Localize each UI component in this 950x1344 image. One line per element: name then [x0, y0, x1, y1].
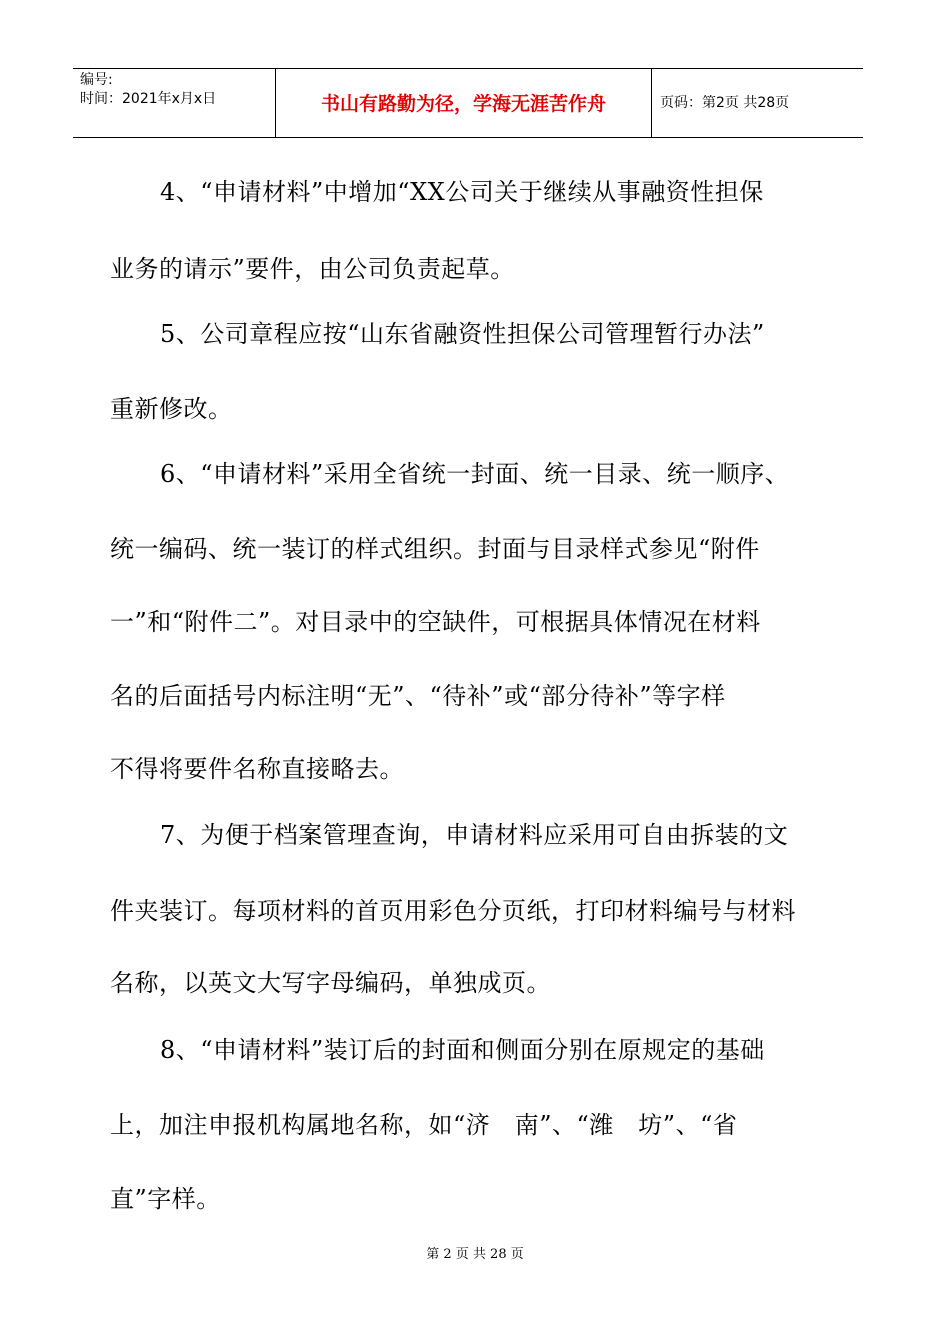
page-footer: 第 2 页 共 28 页 — [426, 1247, 524, 1262]
header-motto: 书山有路勤为径，学海无涯苦作舟 — [320, 93, 606, 115]
time-label: 时间：2021年x月x日 — [80, 91, 217, 107]
paragraph-5-line-2: 重新修改。 — [110, 395, 233, 423]
paragraph-4-line-2: 业务的请示”要件，由公司负责起草。 — [110, 255, 515, 283]
paragraph-7-line-2: 件夹装订。每项材料的首页用彩色分页纸，打印材料编号与材料 — [110, 897, 796, 925]
paragraph-7-line-3: 名称，以英文大写字母编码，单独成页。 — [110, 969, 551, 997]
paragraph-6-line-2: 统一编码、统一装订的样式组织。封面与目录样式参见“附件 — [110, 535, 760, 563]
paragraph-6-line-1: 6、“申请材料”采用全省统一封面、统一目录、统一顺序、 — [160, 460, 790, 488]
paragraph-6-line-5: 不得将要件名称直接略去。 — [110, 755, 404, 783]
paragraph-8-line-3: 直”字样。 — [110, 1185, 221, 1213]
paragraph-6-line-3: 一”和“附件二”。对目录中的空缺件，可根据具体情况在材料 — [110, 608, 761, 636]
paragraph-8-line-1: 8、“申请材料”装订后的封面和侧面分别在原规定的基础 — [160, 1036, 765, 1064]
paragraph-5-line-1: 5、公司章程应按“山东省融资性担保公司管理暂行办法” — [160, 320, 765, 348]
paragraph-7-line-1: 7、为便于档案管理查询，申请材料应采用可自由拆装的文 — [160, 821, 789, 849]
paragraph-4-line-1: 4、“申请材料”中增加“XX公司关于继续从事融资性担保 — [160, 178, 764, 206]
paragraph-8-line-2: 上，加注申报机构属地名称，如“济 南”、“潍 坊”、“省 — [110, 1111, 738, 1139]
paragraph-6-line-4: 名的后面括号内标注明“无”、“待补”或“部分待补”等字样 — [110, 682, 726, 710]
header-page-info: 页码：第2页 共28页 — [660, 95, 790, 111]
code-label: 编号: — [80, 72, 113, 88]
